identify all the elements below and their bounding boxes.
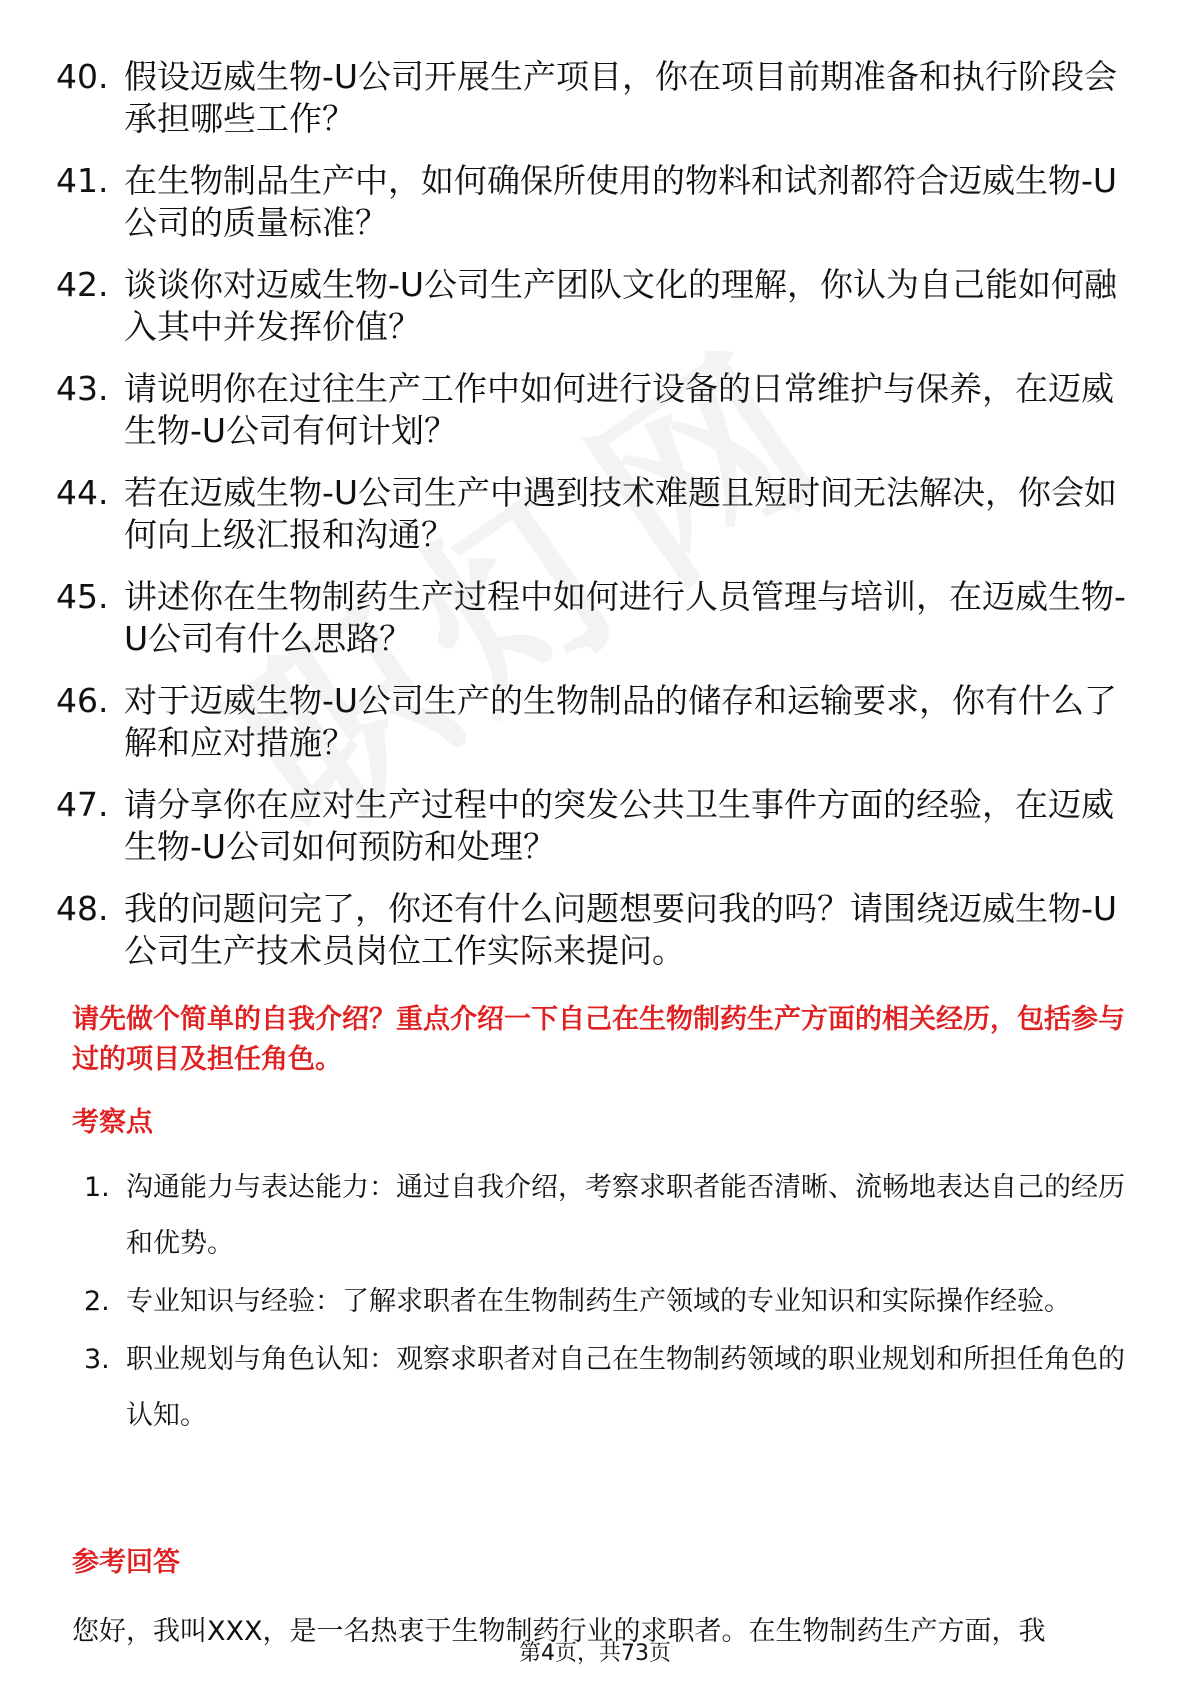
question-item <box>56 888 1136 972</box>
question-text: 我的问题问完了，你还有什么问题想要问我的吗？请围绕迈威生物-U公司生产技术员岗位工作实际来提问。 <box>124 889 1118 970</box>
question-number: 44. <box>56 473 109 512</box>
point-number: 2. <box>84 1286 110 1317</box>
question-item <box>56 680 1136 764</box>
question-text: 请说明你在过往生产工作中如何进行设备的日常维护与保养，在迈威生物-U公司有何计划？ <box>124 369 1114 450</box>
question-item <box>56 576 1136 660</box>
question-number: 47. <box>56 785 109 824</box>
question-item <box>56 368 1136 452</box>
section-title-points: 考察点 <box>72 1107 153 1138</box>
section-title-answer: 参考回答 <box>72 1547 180 1578</box>
question-item <box>56 160 1136 244</box>
point-item <box>84 1332 1134 1444</box>
answer-text: 您好，我叫XXX，是一名热衷于生物制药行业的求职者。在生物制药生产方面，我 <box>72 1616 1046 1647</box>
point-number: 1. <box>84 1172 110 1203</box>
question-number: 46. <box>56 681 109 720</box>
question-number: 48. <box>56 889 109 928</box>
question-text: 假设迈威生物-U公司开展生产项目，你在项目前期准备和执行阶段会承担哪些工作？ <box>124 57 1118 138</box>
question-number: 43. <box>56 369 109 408</box>
point-text: 专业知识与经验：了解求职者在生物制药生产领域的专业知识和实际操作经验。 <box>126 1286 1071 1317</box>
page-footer: 第4页，共73页 <box>519 1641 671 1666</box>
interview-question-headline: 请先做个简单的自我介绍？重点介绍一下自己在生物制药生产方面的相关经历，包括参与过的项目及担任角色。 <box>72 1004 1125 1075</box>
question-text: 若在迈威生物-U公司生产中遇到技术难题且短时间无法解决，你会如何向上级汇报和沟通？ <box>124 473 1118 554</box>
point-text: 职业规划与角色认知：观察求职者对自己在生物制药领域的职业规划和所担任角色的认知。 <box>126 1344 1125 1431</box>
question-number: 45. <box>56 577 109 616</box>
question-text: 在生物制品生产中，如何确保所使用的物料和试剂都符合迈威生物-U公司的质量标准？ <box>124 161 1118 242</box>
question-number: 42. <box>56 265 109 304</box>
point-number: 3. <box>84 1344 110 1375</box>
question-number: 40. <box>56 57 109 96</box>
question-number: 41. <box>56 161 109 200</box>
question-list <box>56 56 1136 992</box>
points-list <box>84 1160 1134 1446</box>
question-text: 谈谈你对迈威生物-U公司生产团队文化的理解，你认为自己能如何融入其中并发挥价值？ <box>124 265 1118 346</box>
question-item <box>56 56 1136 140</box>
point-text: 沟通能力与表达能力：通过自我介绍，考察求职者能否清晰、流畅地表达自己的经历和优势。 <box>126 1172 1125 1259</box>
question-item <box>56 784 1136 868</box>
question-text: 讲述你在生物制药生产过程中如何进行人员管理与培训，在迈威生物-U公司有什么思路？ <box>124 577 1126 658</box>
point-item <box>84 1274 1134 1330</box>
question-item <box>56 264 1136 348</box>
question-item <box>56 472 1136 556</box>
question-text: 对于迈威生物-U公司生产的生物制品的储存和运输要求，你有什么了解和应对措施？ <box>124 681 1118 762</box>
point-item <box>84 1160 1134 1272</box>
question-text: 请分享你在应对生产过程中的突发公共卫生事件方面的经验，在迈威生物-U公司如何预防和处理？ <box>124 785 1114 866</box>
